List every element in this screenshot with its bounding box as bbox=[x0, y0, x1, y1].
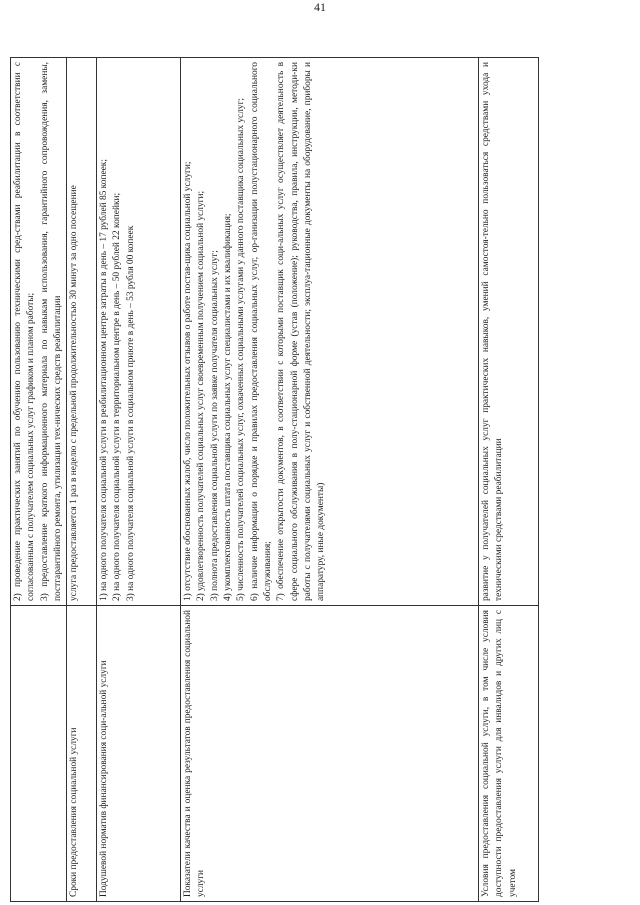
content-line: развитие у получателей социальных услуг практических навыков, умений самостоя-тельно пользоваться средствами ухода и техническими средствами реабилитации bbox=[481, 62, 505, 601]
content-line: 3) полнота предоставления социальной услуги по заявке получателя социальных услуг; bbox=[209, 250, 220, 601]
content-line: 7) обеспечение открытости документов, в соответствии с которыми поставщик соци-альных услуг осуществляет деятельность в сфере социального обслуживания в полу-стационарной форме (устав (положение); руководства, правила, инструкции, методи-ки работы с получателями социальных услуг и собственной деятельности; эксплуа-тационные документы на оборудование, приборы и аппаратуру, иные документы) bbox=[276, 62, 327, 601]
content-line: 2) проведение практических занятий по обучению пользованию техническими сред-ствами реабилитации в соответствии с согласованным с получателем социальных услуг графиком и планом работы; bbox=[13, 62, 37, 601]
service-standard-table bbox=[10, 57, 539, 902]
content-line: 2) удовлетворенность получателей социальных услуг своевременным получением социальной услуги; bbox=[196, 190, 207, 601]
content-line: 1) на одного получателя социальной услуги в реабилитационном центре затраты в день – 17 рублей 85 копеек; bbox=[99, 159, 110, 601]
content-line: 6) наличие информации о порядке и правилах предоставления социальных услуг, ор-ганизации полустационарного социального обслуживания; bbox=[249, 62, 273, 601]
content-line: 1) отсутствие обоснованных жалоб, число положительных отзывов о работе постав-щика социальной услуги; bbox=[183, 161, 194, 601]
row-label: Подушевой норматив финансирования соци-альной услуги bbox=[97, 606, 181, 902]
table-row bbox=[67, 58, 97, 902]
content-line: 3) предоставление краткого информационного материала по навыкам использования, гарантийного сопровождения, замены, постгарантийного ремонта, утилизации тех-нических средств реабилитации bbox=[39, 62, 63, 601]
row-content bbox=[67, 58, 97, 606]
table-row bbox=[181, 58, 479, 902]
row-label: Условия предоставления социальной услуги, в том числе условия доступности предоставления услуги для инвалидов и других лиц с учетом bbox=[479, 606, 539, 902]
content-line: услуга предоставляется 1 раз в неделю с предельной продолжительностью 30 минут за одно посещение bbox=[69, 185, 80, 601]
content-line: 5) численность получателей социальных услуг, охваченных социальными услугами у данного поставщика социальных услуг; bbox=[236, 97, 247, 601]
rotated-page-content bbox=[10, 58, 545, 902]
row-content bbox=[11, 58, 67, 606]
row-label bbox=[11, 606, 67, 902]
table-row bbox=[11, 58, 67, 902]
table-row bbox=[479, 58, 539, 902]
row-content bbox=[181, 58, 479, 606]
row-label: Сроки предоставления социальной услуги bbox=[67, 606, 97, 902]
content-line: 3) на одного получателя социальной услуги в социальном приюте в день – 53 рубля 00 копеек bbox=[125, 225, 136, 601]
row-label: Показатели качества и оценка результатов предоставления социальной услуги bbox=[181, 606, 479, 902]
content-line: 4) укомплектованность штата поставщика социальных услуг специалистами и их квалификация; bbox=[223, 213, 234, 601]
row-content bbox=[97, 58, 181, 606]
table-row bbox=[97, 58, 181, 902]
page-number: 41 bbox=[314, 0, 326, 14]
content-line: 2) на одного получателя социальной услуги в территориальном центре в день – 50 рублей 22 копейки; bbox=[112, 192, 123, 601]
row-content bbox=[479, 58, 539, 606]
